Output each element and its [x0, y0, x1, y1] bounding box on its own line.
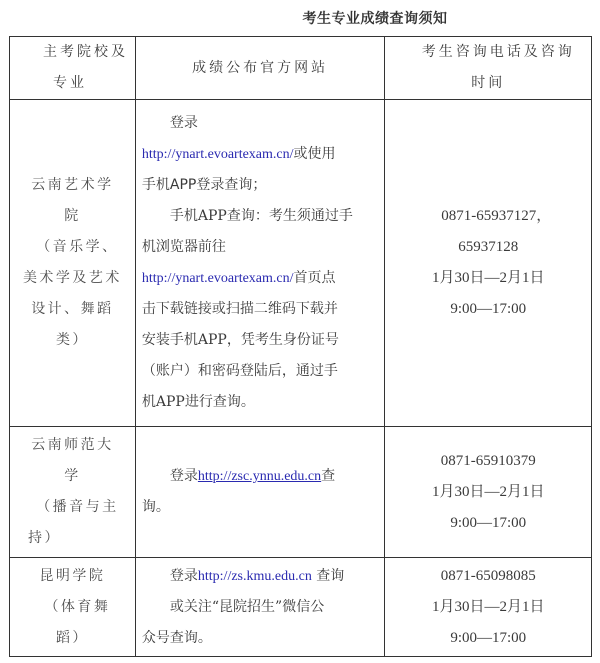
- website-text: 查询: [311, 567, 345, 584]
- website-text: 登录: [169, 567, 198, 584]
- header-official-website-label: 成绩公布官方网站: [192, 59, 329, 76]
- school-major-line: 类）: [55, 332, 89, 348]
- website-text: 安装手机APP，凭考生身份证号: [141, 332, 339, 348]
- contact-phone: 0871-65910379: [440, 452, 536, 469]
- table-row: [10, 558, 592, 657]
- website-cell: [135, 558, 385, 657]
- website-text: 手机APP查询：考生须通过手: [169, 208, 353, 224]
- website-text: 机APP进行查询。: [141, 394, 255, 410]
- contact-cell: [385, 100, 592, 427]
- school-major-line: （体育舞: [44, 598, 111, 615]
- website-text: 机浏览器前往: [141, 239, 226, 255]
- website-text: 登录: [169, 115, 198, 131]
- school-major-line: 蹈）: [55, 629, 89, 646]
- website-text: 或使用: [293, 146, 336, 162]
- school-major-line: 美术学及艺术: [22, 270, 122, 286]
- header-official-website: [135, 37, 385, 100]
- school-name-line: 云南师范大: [31, 437, 114, 453]
- website-text: 查: [321, 468, 336, 484]
- website-text: （账户）和密码登陆后，通过手: [141, 363, 338, 379]
- school-major-line: （音乐学、: [36, 239, 119, 255]
- contact-cell: [385, 558, 592, 657]
- school-cell: [10, 558, 136, 657]
- website-text: 询。: [141, 499, 170, 515]
- website-link[interactable]: http://zsc.ynnu.edu.cn: [197, 469, 322, 484]
- contact-phone: 0871-65098085: [440, 567, 536, 584]
- website-text: 手机APP登录查询；: [141, 177, 267, 193]
- school-name-line: 昆明学院: [39, 567, 106, 584]
- contact-cell: [385, 427, 592, 558]
- header-contact-line1: 考生咨询电话及咨询: [421, 44, 575, 60]
- website-text: 登录: [169, 468, 198, 484]
- school-cell: [10, 100, 136, 427]
- contact-phone: 0871-65937127，: [441, 208, 552, 224]
- school-name-line: 云南艺术学: [31, 177, 114, 193]
- contact-dates: 1月30日—2月1日: [431, 270, 545, 286]
- header-school-major: [10, 37, 136, 100]
- contact-hours: 9:00—17:00: [450, 514, 527, 531]
- school-major-line: 持）: [28, 530, 61, 546]
- school-major-line: （播音与主: [36, 499, 119, 515]
- website-link[interactable]: http://zs.kmu.edu.cn: [197, 568, 312, 584]
- contact-dates: 1月30日—2月1日: [431, 598, 545, 615]
- school-name-line: 学: [64, 468, 81, 484]
- header-school-major-line2: 专业: [53, 75, 87, 91]
- header-contact-line2: 时间: [471, 75, 506, 91]
- score-query-table: [9, 36, 592, 657]
- website-text: 击下载链接或扫描二维码下载并: [141, 301, 338, 317]
- header-contact: [385, 37, 592, 100]
- contact-hours: 9:00—17:00: [450, 301, 527, 317]
- document-title: 考生专业成绩查询须知: [302, 11, 448, 27]
- website-text: 或关注“昆院招生”微信公: [169, 598, 325, 615]
- contact-hours: 9:00—17:00: [450, 629, 527, 646]
- contact-phone: 65937128: [458, 239, 519, 255]
- table-row: [10, 100, 592, 427]
- school-cell: [10, 427, 136, 558]
- school-major-line: 设计、舞蹈: [31, 301, 114, 317]
- contact-dates: 1月30日—2月1日: [431, 483, 545, 500]
- website-cell: [135, 100, 385, 427]
- website-link[interactable]: http://ynart.evoartexam.cn/: [141, 147, 294, 162]
- website-cell: [135, 427, 385, 558]
- website-text: 众号查询。: [141, 629, 212, 646]
- website-link[interactable]: http://ynart.evoartexam.cn/: [141, 271, 294, 286]
- website-text: 首页点: [293, 270, 336, 286]
- school-name-line: 院: [64, 208, 81, 224]
- table-row: [10, 427, 592, 558]
- header-school-major-line1: 主考院校及: [43, 44, 128, 60]
- table-header-row: [10, 37, 592, 100]
